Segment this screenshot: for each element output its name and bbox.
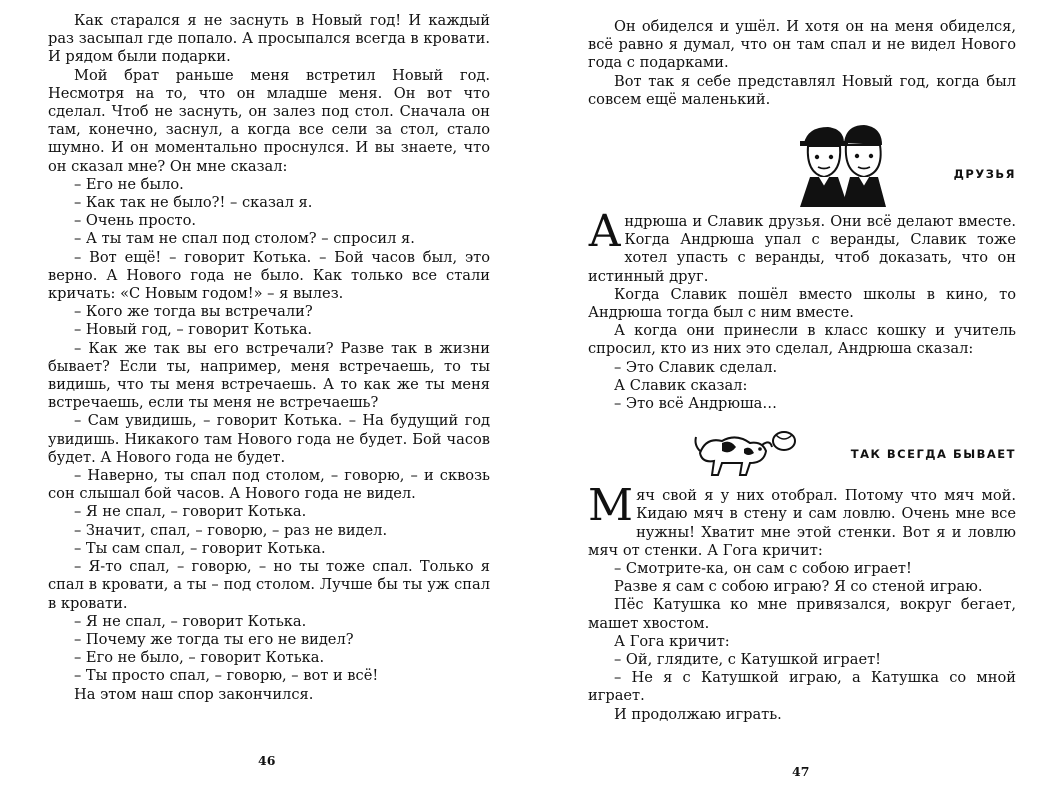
dialogue-line: – Это Славик сделал. (614, 358, 778, 376)
story-opening-paragraph (588, 206, 1016, 286)
paragraph: Он обиделся и ушёл. И хотя он на меня обиделся, всё равно я думал, что он там спал и не видел Нового года с подарками. (588, 18, 1016, 72)
opening-text: ндрюша и Славик друзья. Они всё делают вместе. Когда Андрюша упал с веранды, Славик тоже хотел упасть с веранды, чтоб доказать, что он истинный друг. (588, 213, 1016, 285)
dialogue-line: – Как же так вы его встречали? Разве так в жизни бывает? Если ты, например, меня встречаешь, то ты видишь, что ты меня встречаешь. А то как же ты меня встречаешь, если ты меня не встречаешь? (48, 339, 490, 412)
opening-text: яч свой я у них отобрал. Потому что мяч мой. Кидаю мяч в стену и сам ловлю. Очень мне все нужны! Хватит мне этой стенки. Вот я и ловлю мяч от стенки. А Гога кричит: (588, 487, 1016, 559)
paragraph: Разве я сам с собою играю? Я со стеной играю. (614, 578, 983, 596)
paragraph: Пёс Катушка ко мне привязался, вокруг бегает, машет хвостом. (588, 596, 1016, 632)
dialogue-line: – Его не было, – говорит Котька. (74, 649, 325, 667)
paragraph: Как старался я не заснуть в Новый год! И каждый раз засыпал где попало. А просыпался всегда в кровати. И рядом были подарки. (48, 12, 490, 66)
dialogue-line: – Ты сам спал, – говорит Котька. (74, 539, 326, 557)
dialogue-line: – Очень просто. (74, 212, 197, 230)
dialogue-line: – Сам увидишь, – говорит Котька. – На будущий год увидишь. Никакого там Нового года не будет. Бой часов будет. А Нового года не будет. (48, 412, 490, 466)
paragraph: И продолжаю играть. (614, 705, 782, 723)
two-boys-illustration-icon (798, 121, 888, 212)
story-heading-friends (588, 121, 1016, 213)
paragraph: Мой брат раньше меня встретил Новый год. Несмотря на то, что он младше меня. Он вот что сделал. Чтоб не заснуть, он залез под стол. Сначала он там, конечно, заснул, а когда все сели за стол, стало шумно. И он моментально проснулся. И вы знаете, что он сказал мне? Он мне сказал: (48, 66, 490, 175)
story-title: ДРУЗЬЯ (953, 167, 1016, 182)
paragraph: А Гога кричит: (614, 632, 730, 650)
dialogue-line: – Я не спал, – говорит Котька. (74, 503, 307, 521)
drop-cap: А (588, 206, 622, 258)
dialogue-line: – Смотрите-ка, он сам с собою играет! (614, 560, 912, 578)
dialogue-line: – Кого же тогда вы встречали? (74, 303, 313, 321)
dog-with-ball-illustration-icon (692, 423, 798, 484)
paragraph: Когда Славик пошёл вместо школы в кино, то Андрюша тогда был с ним вместе. (588, 285, 1016, 322)
dialogue-line: – А ты там не спал под столом? – спросил я. (74, 230, 415, 248)
dialogue-line: – Я не спал, – говорит Котька. (74, 612, 307, 630)
dialogue-line: – Почему же тогда ты его не видел? (74, 630, 354, 648)
paragraph: Вот так я себе представлял Новый год, когда был совсем ещё маленький. (588, 72, 1016, 108)
dialogue-line: – Ой, глядите, с Катушкой играет! (614, 651, 882, 669)
dialogue-line: – Как так не было?! – сказал я. (74, 194, 313, 212)
paragraph: На этом наш спор закончился. (74, 685, 314, 703)
right-page (524, 0, 1048, 800)
dialogue-line: – Наверно, ты спал под столом, – говорю, – и сквозь сон слышал бой часов. А Нового года не видел. (48, 467, 490, 503)
dialogue-line: – Вот ещё! – говорит Котька. – Бой часов был, это верно. А Нового года не было. Как только все стали кричать: «С Новым годом!» – я вылез. (48, 248, 490, 303)
right-text-column (588, 18, 1016, 724)
dialogue-line: – Ты просто спал, – говорю, – вот и всё! (74, 667, 379, 685)
dialogue-line: – Это всё Андрюша… (614, 395, 777, 413)
page-number: 46 (258, 753, 276, 768)
paragraph: А когда они принесли в класс кошку и учитель спросил, кто из них это сделал, Андрюша сказал: (588, 322, 1016, 358)
left-text-column (48, 12, 490, 704)
page-number: 47 (792, 764, 810, 779)
dialogue-line: – Его не было. (74, 175, 184, 193)
paragraph: А Славик сказал: (614, 376, 748, 394)
dialogue-line: – Я-то спал, – говорю, – но ты тоже спал. Только я спал в кровати, а ты – под столом. Лучше бы ты уж спал в кровати. (48, 558, 490, 612)
drop-cap: М (588, 480, 634, 532)
dialogue-line: – Не я с Катушкой играю, а Катушка со мной играет. (588, 669, 1016, 705)
dialogue-line: – Новый год, – говорит Котька. (74, 321, 313, 339)
story-opening-paragraph (588, 480, 1016, 560)
story-heading-always-so (588, 423, 1016, 487)
story-title: ТАК ВСЕГДА БЫВАЕТ (850, 447, 1016, 462)
dialogue-line: – Значит, спал, – говорю, – раз не видел. (74, 521, 388, 539)
